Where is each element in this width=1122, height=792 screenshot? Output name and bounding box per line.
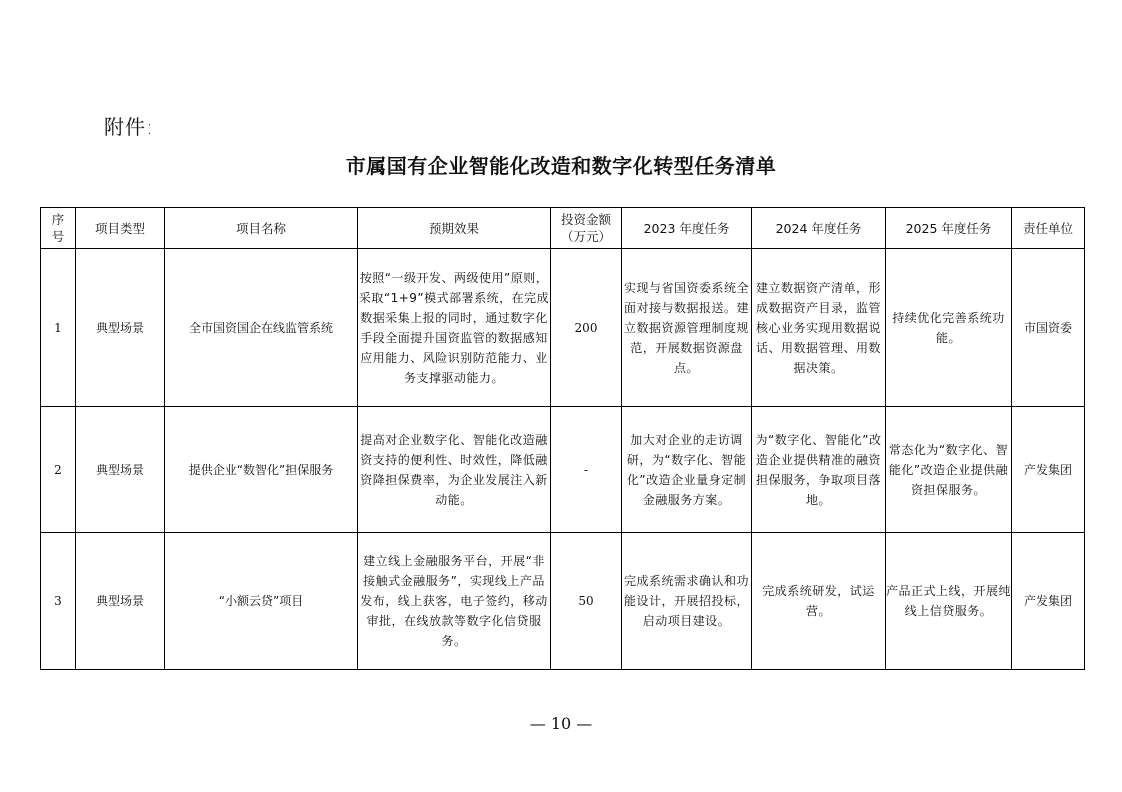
cell-project-type: 典型场景 — [76, 533, 165, 670]
cell-seq: 1 — [41, 249, 76, 407]
cell-task-2024: 完成系统研发，试运营。 — [752, 533, 886, 670]
header-seq: 序号 — [41, 208, 76, 249]
cell-project-name: “小额云贷”项目 — [165, 533, 358, 670]
cell-investment-amount: 200 — [551, 249, 622, 407]
header-task-2025: 2025 年度任务 — [886, 208, 1012, 249]
cell-expected-effect: 建立线上金融服务平台，开展“非接触式金融服务”，实现线上产品发布，线上获客，电子签约，移动审批，在线放款等数字化信贷服务。 — [358, 533, 551, 670]
cell-project-type: 典型场景 — [76, 407, 165, 533]
cell-project-type: 典型场景 — [76, 249, 165, 407]
header-task-2023: 2023 年度任务 — [622, 208, 752, 249]
table-row — [41, 533, 1085, 670]
cell-task-2024: 建立数据资产清单，形成数据资产目录，监管核心业务实现用数据说话、用数据管理、用数据决策。 — [752, 249, 886, 407]
cell-task-2025: 持续优化完善系统功能。 — [886, 249, 1012, 407]
cell-task-2025: 常态化为“数字化、智能化”改造企业提供融资担保服务。 — [886, 407, 1012, 533]
cell-task-2023: 加大对企业的走访调研，为“数字化、智能化”改造企业量身定制金融服务方案。 — [622, 407, 752, 533]
table-row — [41, 249, 1085, 407]
header-expected-effect: 预期效果 — [358, 208, 551, 249]
cell-investment-amount: 50 — [551, 533, 622, 670]
cell-task-2025: 产品正式上线，开展纯线上信贷服务。 — [886, 533, 1012, 670]
cell-responsible-unit: 市国资委 — [1012, 249, 1085, 407]
cell-responsible-unit: 产发集团 — [1012, 533, 1085, 670]
cell-expected-effect: 提高对企业数字化、智能化改造融资支持的便利性、时效性，降低融资降担保费率，为企业发展注入新动能。 — [358, 407, 551, 533]
header-task-2024: 2024 年度任务 — [752, 208, 886, 249]
task-list-table — [40, 207, 1085, 670]
cell-project-name: 提供企业“数智化”担保服务 — [165, 407, 358, 533]
attachment-label: 附件: — [104, 115, 154, 139]
table-row — [41, 407, 1085, 533]
cell-seq: 3 — [41, 533, 76, 670]
cell-responsible-unit: 产发集团 — [1012, 407, 1085, 533]
table-header-row — [41, 208, 1085, 249]
cell-seq: 2 — [41, 407, 76, 533]
header-project-name: 项目名称 — [165, 208, 358, 249]
cell-task-2024: 为“数字化、智能化”改造企业提供精准的融资担保服务，争取项目落地。 — [752, 407, 886, 533]
document-title: 市属国有企业智能化改造和数字化转型任务清单 — [345, 154, 777, 178]
cell-task-2023: 完成系统需求确认和功能设计，开展招投标，启动项目建设。 — [622, 533, 752, 670]
header-responsible-unit: 责任单位 — [1012, 208, 1085, 249]
header-investment-amount: 投资金额（万元） — [551, 208, 622, 249]
header-project-type: 项目类型 — [76, 208, 165, 249]
cell-project-name: 全市国资国企在线监管系统 — [165, 249, 358, 407]
cell-expected-effect: 按照“一级开发、两级使用”原则，采取“1+9”模式部署系统，在完成数据采集上报的同时，通过数字化手段全面提升国资监管的数据感知应用能力、风险识别防范能力、业务支撑驱动能力。 — [358, 249, 551, 407]
page-number: — 10 — — [529, 714, 593, 733]
cell-investment-amount: - — [551, 407, 622, 533]
cell-task-2023: 实现与省国资委系统全面对接与数据报送。建立数据资源管理制度规范，开展数据资源盘点。 — [622, 249, 752, 407]
